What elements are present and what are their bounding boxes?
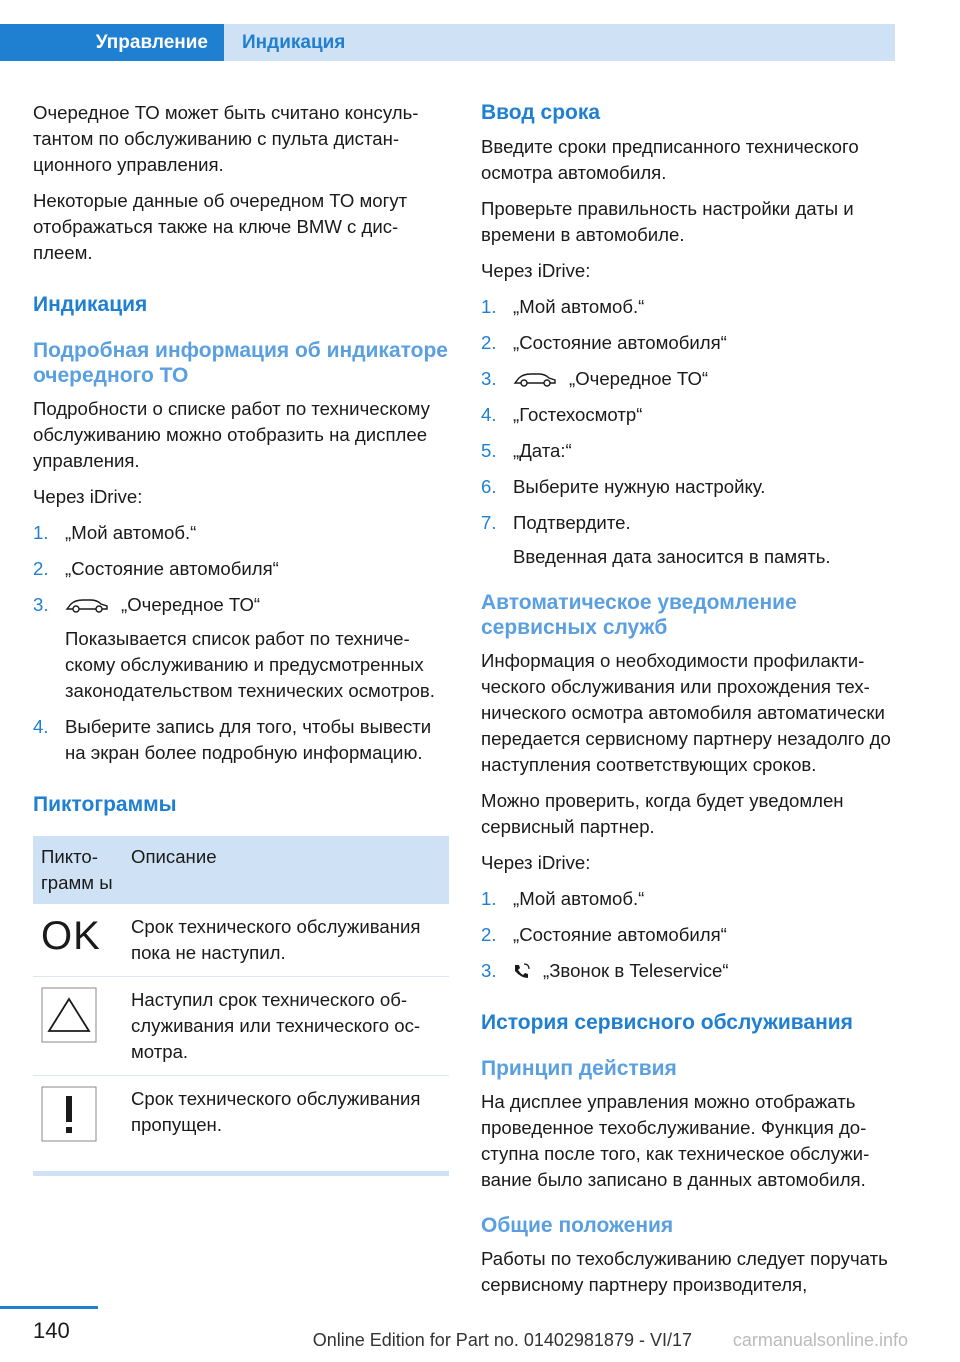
step-text: „Звонок в Teleservice“ xyxy=(543,960,729,981)
page-number: 140 xyxy=(33,1318,70,1343)
step-text: „Гостехосмотр“ xyxy=(513,404,643,425)
table-header-row xyxy=(33,836,449,904)
paragraph: Информация о необходимости профилактического обслуживания или прохождения технического осмотра автомобиля автоматически передается сервисному партнеру незадолго до наступления соответствующих сроков. xyxy=(481,650,891,775)
step-number: 1. xyxy=(481,888,497,909)
list-item xyxy=(481,510,897,570)
warning-triangle-icon xyxy=(41,987,97,1043)
paragraph: Можно проверить, когда будет уведомлен сервисный партнер. xyxy=(481,790,844,837)
step-number: 4. xyxy=(33,716,49,737)
step-number: 7. xyxy=(481,512,497,533)
step-text: „Состояние автомобиля“ xyxy=(513,924,727,945)
step-number: 1. xyxy=(481,296,497,317)
subsection-heading-details: Подробная информация об индикаторе очередного ТО xyxy=(33,339,448,387)
step-number: 3. xyxy=(481,368,497,389)
list-item xyxy=(481,294,897,320)
list-item xyxy=(33,520,449,546)
list-item xyxy=(481,886,897,912)
step-text: „Дата:“ xyxy=(513,440,572,461)
steps-list xyxy=(33,520,449,766)
list-item xyxy=(481,922,897,948)
step-text: Выберите нужную настройку. xyxy=(513,476,766,497)
list-item xyxy=(481,958,897,984)
step-number: 1. xyxy=(33,522,49,543)
step-text: „Очередное ТО“ xyxy=(569,368,709,389)
paragraph: Работы по техобслуживанию следует поручать сервисному партнеру производителя, xyxy=(481,1248,888,1295)
step-number: 2. xyxy=(33,558,49,579)
table-cell: Срок технического обслуживания пока не наступил. xyxy=(123,904,449,977)
step-number: 6. xyxy=(481,476,497,497)
step-number: 2. xyxy=(481,924,497,945)
paragraph: Введите сроки предписанного технического осмотра автомобиля. xyxy=(481,136,859,183)
table-header-description: Описание xyxy=(123,836,449,904)
step-number: 3. xyxy=(33,594,49,615)
step-text: „Очередное ТО“ xyxy=(121,594,261,615)
step-number: 5. xyxy=(481,440,497,461)
phone-icon xyxy=(513,962,531,980)
section-heading-date: Ввод срока xyxy=(481,101,601,124)
table-cell: Срок технического обслуживания пропущен. xyxy=(131,1088,421,1135)
list-item xyxy=(481,402,897,428)
subsection-heading-auto-notify: Автоматическое уведомление сервисных служб xyxy=(481,591,797,639)
step-text: „Мой автомоб.“ xyxy=(513,296,645,317)
edition-text: Online Edition for Part no. 01402981879 - VI/17 xyxy=(312,1330,692,1350)
step-text: Подтвердите. xyxy=(513,512,631,533)
tab-display[interactable]: Индикация xyxy=(224,24,895,61)
via-idrive: Через iDrive: xyxy=(33,486,143,507)
header-bar xyxy=(0,0,895,62)
list-item xyxy=(33,556,449,582)
step-text: „Мой автомоб.“ xyxy=(65,522,197,543)
steps-list xyxy=(481,294,897,570)
section-heading-pictograms: Пиктограммы xyxy=(33,793,177,816)
section-heading-history: История сервисного обслуживания xyxy=(481,1011,853,1034)
step-number: 4. xyxy=(481,404,497,425)
tab-control[interactable]: Управление xyxy=(0,24,224,61)
left-column xyxy=(33,100,449,1176)
table-row xyxy=(33,904,449,977)
table-row xyxy=(33,977,449,1076)
step-number: 3. xyxy=(481,960,497,981)
step-text: „Мой автомоб.“ xyxy=(513,888,645,909)
car-icon xyxy=(65,597,109,613)
paragraph: Проверьте правильность настройки даты и времени в автомобиле. xyxy=(481,198,854,245)
step-description: Введенная дата заносится в память. xyxy=(513,546,831,567)
list-item xyxy=(33,714,449,766)
list-item xyxy=(481,474,897,500)
table-bottom-rule xyxy=(33,1171,449,1176)
step-text: Выберите запись для того, чтобы вывести на экран более подробную информацию. xyxy=(65,716,432,763)
pictogram-table xyxy=(33,836,449,1171)
watermark: carmanualsonline.info xyxy=(732,1330,908,1350)
paragraph: Подробности о списке работ по техническому обслуживанию можно отобразить на дисплее управления. xyxy=(33,398,430,471)
paragraph: На дисплее управления можно отображать проведенное техобслуживание. Функция доступна после того, как техническое обслуживание было записано в данных автомобиля. xyxy=(481,1091,870,1190)
subsection-heading-principle: Принцип действия xyxy=(481,1057,677,1080)
paragraph: Очередное ТО может быть считано консультантом по обслуживанию с пульта дистанционного управления. xyxy=(33,102,419,175)
via-idrive: Через iDrive: xyxy=(481,260,591,281)
section-heading-display: Индикация xyxy=(33,293,148,316)
steps-list xyxy=(481,886,897,984)
subsection-heading-general: Общие положения xyxy=(481,1214,674,1237)
list-item xyxy=(33,592,449,704)
paragraph: Некоторые данные об очередном ТО могут отображаться также на ключе BMW с дисплеем. xyxy=(33,190,408,263)
footer-rule xyxy=(0,1306,98,1309)
table-row xyxy=(33,1076,449,1172)
exclamation-icon xyxy=(41,1086,97,1142)
list-item xyxy=(481,366,897,392)
right-column xyxy=(481,100,897,1308)
car-icon xyxy=(513,371,557,387)
step-text: „Состояние автомобиля“ xyxy=(513,332,727,353)
table-cell: Наступил срок технического обслуживания или технического осмотра. xyxy=(123,977,449,1076)
list-item xyxy=(481,330,897,356)
step-number: 2. xyxy=(481,332,497,353)
via-idrive: Через iDrive: xyxy=(481,852,591,873)
list-item xyxy=(481,438,897,464)
ok-icon: OK xyxy=(41,914,101,958)
table-header-pictogram: Пикто-грамм ы xyxy=(33,836,123,904)
step-description: Показывается список работ по техническому обслуживанию и предусмотренных законодательством технических осмотров. xyxy=(65,628,435,701)
step-text: „Состояние автомобиля“ xyxy=(65,558,279,579)
